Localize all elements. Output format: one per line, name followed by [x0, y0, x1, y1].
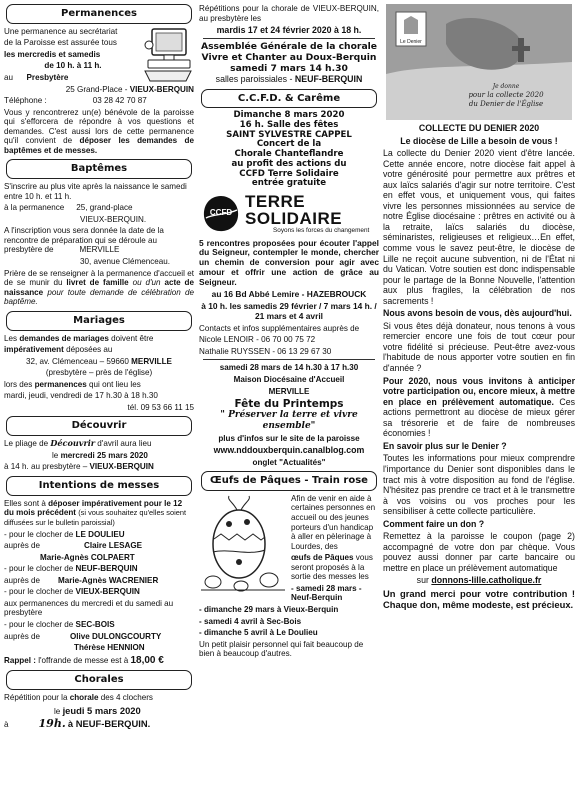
- text-line: livret de famille: [66, 278, 129, 288]
- text-line: lors des: [4, 379, 33, 389]
- text-line: MERVILLE: [268, 386, 310, 396]
- baptemes-heading: Baptêmes: [6, 159, 192, 179]
- denier-photo: [386, 4, 572, 120]
- text-line: LE DOULIEU: [75, 529, 125, 539]
- text-line: Comment faire un don ?: [383, 518, 485, 529]
- text-line: les mercredis et samedis: [4, 49, 101, 59]
- denier-title: COLLECTE DU DENIER 2020: [418, 123, 540, 133]
- text-line: samedi 28 mars de 14 h.30 à 17 h.30: [219, 363, 359, 373]
- text-line: Téléphone :: [4, 96, 47, 106]
- oeufs-block: [199, 494, 379, 659]
- text-line: auprès de: [4, 575, 40, 585]
- text-line: Nous avons besoin de vous, dès aujourd'hui.: [383, 308, 572, 319]
- oeufs-heading: Œufs de Pâques - Train rose: [201, 471, 377, 491]
- computer-illustration-icon: [142, 27, 194, 83]
- text-line: le: [54, 706, 61, 716]
- text-line: 25 Grand-Place -: [65, 84, 130, 94]
- text-line: 25, grand-place: [76, 203, 133, 213]
- text-line: de la Paroisse est assurée tous: [4, 38, 117, 48]
- text-line: onglet "Actualités": [252, 457, 326, 467]
- text-line: samedi 7 mars 14 h.30: [230, 62, 348, 74]
- text-line: S'inscrire au plus vite après la naissance le samedi entre 10 h. et 11 h.: [4, 182, 187, 201]
- text-line: Olive DULONGCOURTY: [70, 631, 162, 641]
- text-line: (si vous souhaitez qu'elles soient diffusées sur le bulletin paroissial): [4, 508, 187, 527]
- text-line: - pour le clocher de: [4, 564, 74, 574]
- logo-line: TERRE: [245, 192, 306, 211]
- website-link[interactable]: www.nddouxberquin.canalblog.com: [213, 445, 365, 456]
- text-line: Découvrir: [50, 438, 96, 449]
- text-line: mardis 17 et 24 février 2020 à 18 h.: [216, 25, 362, 36]
- mass-offering-amount: 18,00 €: [130, 654, 164, 666]
- text-line: jeudi 5 mars 2020: [62, 704, 141, 716]
- left-column: [4, 0, 194, 800]
- text-line: l'offrande de messe est à: [38, 655, 129, 665]
- permanences-heading: Permanences: [6, 4, 192, 24]
- text-line: Vivre et Chanter au Doux-Berquin: [201, 52, 377, 64]
- photo-caption: pour la collecte 2020: [468, 91, 544, 99]
- text-line: Marie-Agnès WACRENIER: [58, 575, 159, 585]
- fete-title: Fête du Printemps: [234, 398, 344, 411]
- text-line: plus d'infos sur le site de la paroisse: [218, 433, 360, 443]
- text-line: chorale: [69, 693, 99, 703]
- text-line: 16 h. Salle des fêtes: [239, 120, 339, 131]
- text-line: auprès de: [4, 541, 40, 551]
- text-line: à: [4, 720, 9, 730]
- text-line: VIEUX-BERQUIN: [75, 587, 140, 597]
- terre-solidaire-logo: [201, 193, 377, 235]
- text-line: - dimanche 5 avril à Le Doulieu: [199, 628, 318, 638]
- text-line: déposer les demandes de baptêmes et de messes.: [4, 136, 194, 155]
- right-column: [383, 0, 575, 800]
- text-paragraph: Toutes les informations pour mieux comprendre l'importance du Denier sont disponibles dans le tract mis à votre disposition au fond de l'église. N'hésitez pas prendre ce tract et à le transmettre à vos voisins ou vos proches pour les sensibiliser à cette collecte particulière.: [383, 453, 575, 517]
- ccfd-logo-icon: [201, 194, 241, 234]
- text-line: mardi, jeudi, vendredi de 17 h.30 à 18 h.30: [4, 391, 158, 401]
- text-paragraph: La collecte du Denier 2020 vient d'être lancée. Cette année encore, notre diocèse fait appel à votre générosité pour permettre aux prêtres et aux laïcs salariés d'agir sur notre territoire. C'est en effet vous, et uniquement vous, qui faites vivre les personnes missionnées au service de notre Église diocésaine : prêtres en activité ou à la retraite, laïcs salariés du diocèse, séminaristes, religieuses et religieux…En effet, comme vous le savez peut-être, le diocèse de Lille ne reçoit aucune subvention, ni de l'État ni du Vatican. Votre soutien est donc indispensable pour le partage de la Bonne Nouvelle, l'attention aux plus fragiles, la célébration de nos sacrements !: [383, 148, 575, 306]
- phone-number: 03 28 42 70 87: [92, 96, 147, 106]
- text-line: au: [4, 72, 14, 82]
- text-line: MERVILLE: [131, 356, 172, 366]
- text-line: VIEUX-BERQUIN.: [80, 214, 147, 224]
- decouvrir-heading: Découvrir: [6, 416, 192, 436]
- text-line: 30, avenue Clémenceau.: [80, 256, 170, 266]
- donation-link[interactable]: donnons-lille.catholique.fr: [431, 575, 542, 586]
- text-line: vous seront proposés à la sortie des messes les: [291, 553, 373, 582]
- text-line: VIEUX-BERQUIN: [129, 84, 194, 94]
- text-line: Dimanche 8 mars 2020: [233, 110, 345, 121]
- easter-egg-illustration-icon: [199, 494, 287, 594]
- denier-subtitle: Le diocèse de Lille a besoin de vous !: [400, 135, 558, 146]
- text-line: Chorale Chanteflandre: [234, 149, 344, 160]
- text-line: Maison Diocésaine d'Accueil: [233, 374, 345, 384]
- text-line: 5 rencontres proposées pour écouter l'appel du Seigneur, contempler le monde, chercher un chemin de conversion pour agir avec amour et offrir une action de grâce au Seigneur.: [199, 237, 379, 288]
- text-line: NEUF-BERQUIN: [294, 74, 363, 85]
- text-line: d'avril aura lieu: [97, 439, 152, 449]
- text-line: ou d'un: [132, 278, 161, 288]
- text-line: Afin de venir en aide à certaines personnes en accueil ou des jeunes porteurs d'un handicap à aller en pèlerinage à Lourdes, des: [291, 493, 376, 551]
- divider: [203, 359, 375, 360]
- text-line: Les: [4, 333, 18, 343]
- text-line: Le pliage de: [4, 439, 49, 449]
- text-line: Vous y rencontrerez un(e) bénévole de la paroisse qui s'efforcera de répondre à vos questions et demandes. C'est aussi lors de cette permanence qu'il convient de: [4, 107, 194, 146]
- text-line: SEC-BOIS: [75, 619, 115, 629]
- text-line: le: [52, 450, 59, 460]
- ccfd-heading: C.C.F.D. & Carême: [201, 89, 377, 109]
- text-line: déposées au: [66, 345, 113, 355]
- photo-tag: Le Denier: [400, 39, 422, 45]
- text-line: doivent être: [111, 333, 154, 343]
- text-line: acte de naissance: [4, 278, 194, 297]
- text-line: entrée gratuite: [251, 178, 327, 189]
- text-line: à 10 h. les samedis 29 février / 7 mars 14 h. / 21 mars et 4 avril: [201, 300, 377, 321]
- text-line: Répétitions pour la chorale de VIEUX-BERQUIN, au presbytère les: [199, 4, 379, 23]
- text-line: - pour le clocher de: [4, 619, 74, 629]
- photo-caption: du Denier de l'Église: [468, 100, 544, 108]
- handwritten-time: 19h.: [38, 717, 66, 731]
- middle-column: [199, 0, 379, 800]
- text-line: - samedi 4 avril à Sec-Bois: [199, 616, 302, 626]
- text-paragraph: Si vous êtes déjà donateur, nous tenons à vous remercier encore une fois de tout cœur pour votre fidélité si précieuse. Peut-être avez-vous l'habitude de nous apporter votre soutien en fin d'année ?: [383, 320, 575, 374]
- text-line: VIEUX-BERQUIN: [89, 462, 154, 472]
- intentions-heading: Intentions de messes: [6, 476, 192, 496]
- text-line: A l'inscription vous sera donnée la date de la rencontre de préparation qui se déroule au presbytère de: [4, 226, 164, 255]
- text-line: au 16 Bd Abbé Lemire - HAZEBROUCK: [211, 289, 367, 300]
- text-line: Un petit plaisir personnel qui fait beaucoup de bien à beaucoup d'autres.: [199, 639, 364, 659]
- text-line: à NEUF-BERQUIN.: [67, 718, 151, 730]
- text-line: Concert de la: [256, 139, 322, 150]
- text-line: salles paroissiales -: [215, 74, 295, 85]
- text-line: mercredi 25 mars 2020: [60, 450, 148, 460]
- text-line: demandes de mariages: [19, 333, 109, 343]
- phone-number: tél. 09 53 66 11 15: [127, 402, 194, 412]
- text-line: - dimanche 29 mars à Vieux-Berquin: [199, 604, 339, 614]
- mariages-heading: Mariages: [6, 311, 192, 331]
- text-line: auprès de: [4, 631, 40, 641]
- text-line: - pour le clocher de: [4, 587, 74, 597]
- photo-caption: Je donne: [492, 83, 520, 90]
- text-line: à 14 h. au presbytère –: [4, 462, 90, 472]
- text-line: Contacts et infos supplémentaires auprès de: [199, 323, 360, 333]
- text-line: 32, av. Clémenceau – 59660: [26, 356, 129, 366]
- text-line: MERVILLE: [79, 245, 120, 255]
- text-line: En savoir plus sur le Denier ?: [383, 440, 507, 451]
- assembly-title: Assemblée Générale de la chorale: [200, 41, 378, 53]
- contact-line: Nicole LENOIR - 06 70 00 75 72: [199, 335, 316, 345]
- text-line: (presbytère – près de l'église): [45, 368, 153, 378]
- text-line: aux permanences du mercredi et du samedi au presbytère: [4, 598, 174, 618]
- chorales-heading: Chorales: [6, 670, 192, 690]
- text-line: déposer impérativement pour le 12 du mois précédent: [4, 498, 183, 518]
- text-line: - samedi 28 mars - Neuf-Berquin: [291, 583, 362, 603]
- text-line: des 4 clochers: [100, 693, 153, 703]
- text-line: Marie-Agnès COLPAERT: [40, 552, 135, 562]
- permanences-intro: [4, 27, 194, 85]
- ccfd-logo-text: CCFD: [209, 207, 233, 217]
- text-line: de 10 h. à 11 h.: [44, 61, 102, 71]
- text-line: " Préserver la terre et vivre ensemble": [220, 410, 358, 432]
- logo-tagline: Soyons les forces du changement: [273, 227, 370, 234]
- text-line: impérativement: [4, 345, 64, 355]
- text-line: - pour le clocher de: [4, 529, 74, 539]
- text-line: Thérèse HENNION: [74, 643, 145, 653]
- text-line: permanences: [34, 379, 87, 389]
- text-line: Presbytère: [26, 72, 69, 82]
- text-line: Répétition pour la: [4, 693, 68, 703]
- thanks-text: Un grand merci pour votre contribution ! Chaque don, même modeste, est précieux.: [383, 587, 575, 611]
- text-line: SAINT SYLVESTRE CAPPEL: [226, 129, 352, 140]
- text-line: pour toute demande de célébration de baptême.: [4, 287, 194, 307]
- text-line: Elles sont à: [4, 498, 46, 508]
- text-line: Ces actions permettront au diocèse de mieux gérer sa trésorerie et de faire de nombreuses économies !: [383, 396, 575, 439]
- text-line: Rappel :: [4, 655, 36, 665]
- text-line: à la permanence: [4, 203, 65, 213]
- text-line: Une permanence au secrétariat: [4, 26, 118, 36]
- logo-line: SOLIDAIRE: [245, 209, 343, 228]
- text-line: au profit des actions du: [231, 158, 347, 169]
- contact-line: Nathalie RUYSSEN - 06 13 29 67 30: [199, 346, 332, 356]
- text-line: œufs de Pâques: [291, 553, 354, 563]
- divider: [203, 38, 375, 39]
- text-line: Prière de se renseigner à la permanence d'accueil et de se munir du: [4, 268, 194, 288]
- text-line: qui ont lieu les: [89, 379, 141, 389]
- text-line: Pour 2020, nous vous invitons à anticiper votre participation ou, encore mieux, à mettre en place en prélèvement automatique.: [383, 375, 575, 407]
- text-line: Claire LESAGE: [84, 541, 143, 551]
- text-paragraph: Remettez à la paroisse le coupon (page 2) accompagné de votre don par chèque. Vous pouvez aussi donner par carte bancaire ou mettre en place un prélèvement automatique: [383, 531, 575, 573]
- text-line: NEUF-BERQUIN: [75, 564, 138, 574]
- text-line: sur: [416, 575, 429, 586]
- text-line: CCFD Terre Solidaire: [239, 168, 339, 179]
